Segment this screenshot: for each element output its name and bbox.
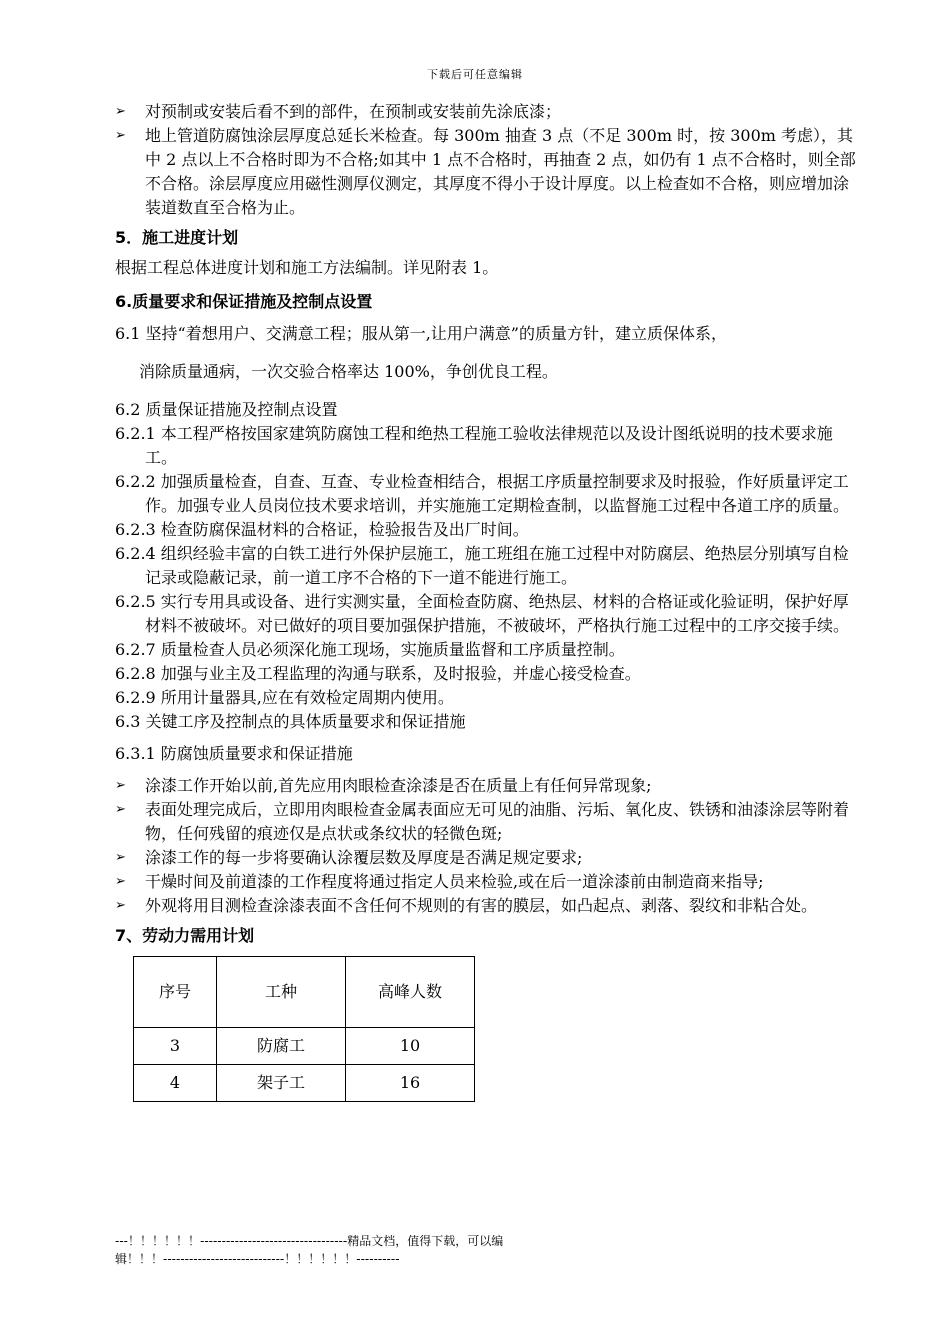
bullet-item: [115, 774, 860, 798]
arrow-bullet-icon: ➢: [115, 128, 126, 143]
table-header-cell: 序号: [134, 957, 217, 1028]
para-6-1-line2: 消除质量通病，一次交验合格率达 100%，争创优良工程。: [139, 362, 558, 381]
table-header-row: [134, 957, 475, 1028]
item-6-2-5: 6.2.5 实行专用具或设备、进行实测实量，全面检查防腐、绝热层、材料的合格证或化验证明，保护好厚材料不被破坏。对已做好的项目要加强保护措施，不被破坏，严格执行施工过程中的工序交接手续。: [115, 592, 850, 635]
section-5-text: 根据工程总体进度计划和施工方法编制。详见附表 1。: [115, 258, 499, 277]
bullet-text: 涂漆工作开始以前,首先应用肉眼检查涂漆是否在质量上有任何异常现象;: [145, 776, 652, 795]
item-6-2-1: 6.2.1 本工程严格按国家建筑防腐蚀工程和绝热工程施工验收法律规范以及设计图纸说明的技术要求施工。: [115, 424, 833, 467]
bullet-text: 对预制或安装后看不到的部件，在预制或安装前先涂底漆；: [145, 102, 562, 121]
bullet-text: 涂漆工作的每一步将要确认涂覆层数及厚度是否满足规定要求;: [145, 848, 583, 867]
footer-line: ---！！！！！！----------------------------------精品文档，值得下载，可以编: [115, 1234, 504, 1248]
para-6-3-1: 6.3.1 防腐蚀质量要求和保证措施: [115, 744, 353, 763]
bullet-text: 表面处理完成后，立即用肉眼检查金属表面应无可见的油脂、污垢、氧化皮、铁锈和油漆涂层等附着物，任何残留的痕迹仅是点状或条纹状的轻微色斑;: [145, 800, 850, 843]
arrow-bullet-icon: ➢: [115, 874, 126, 889]
document-body: [115, 100, 860, 1102]
table-row: [134, 1028, 475, 1065]
para-6-1-line1: 6.1 坚持“着想用户、交满意工程；服从第一,让用户满意”的质量方针，建立质保体系，: [115, 324, 727, 343]
item-6-2-7: 6.2.7 质量检查人员必须深化施工现场，实施质量监督和工序质量控制。: [115, 640, 625, 659]
item-6-2-4: 6.2.4 组织经验丰富的白铁工进行外保护层施工，施工班组在施工过程中对防腐层、绝热层分别填写自检记录或隐蔽记录，前一道工序不合格的下一道不能进行施工。: [115, 544, 849, 587]
bullet-item: [115, 846, 860, 870]
table-cell: 架子工: [217, 1065, 346, 1102]
table-cell: 4: [134, 1065, 217, 1102]
item-6-2-2: 6.2.2 加强质量检查，自查、互查、专业检查相结合，根据工序质量控制要求及时报验，作好质量评定工作。加强专业人员岗位技术要求培训，并实施施工定期检查制，以监督施工过程中各道工序的质量。: [115, 472, 850, 515]
footer-line: 辑！！！----------------------------！！！！！！----------: [115, 1252, 400, 1266]
table-row: [134, 1065, 475, 1102]
arrow-bullet-icon: ➢: [115, 104, 126, 119]
bullet-item: [115, 100, 860, 124]
bullet-item: [115, 870, 860, 894]
labor-table: [133, 956, 475, 1102]
section-5-title: 5．施工进度计划: [115, 228, 239, 247]
bullet-item: [115, 124, 860, 220]
bullet-text: 干燥时间及前道漆的工作程度将通过指定人员来检验,或在后一道涂漆前由制造商来指导;: [145, 872, 764, 891]
section-7-title: 7、劳动力需用计划: [115, 926, 255, 945]
arrow-bullet-icon: ➢: [115, 898, 126, 913]
page-header: 下载后可任意编辑: [427, 68, 523, 81]
bullet-text: 外观将用目测检查涂漆表面不含任何不规则的有害的膜层，如凸起点、剥落、裂纹和非粘合处。: [145, 896, 818, 915]
section-6-title: 6.质量要求和保证措施及控制点设置: [115, 292, 373, 311]
bullet-item: [115, 798, 860, 846]
bullet-item: [115, 894, 860, 918]
arrow-bullet-icon: ➢: [115, 802, 126, 817]
table-header-cell: 工种: [217, 957, 346, 1028]
table-cell: 3: [134, 1028, 217, 1065]
arrow-bullet-icon: ➢: [115, 850, 126, 865]
item-6-2-3: 6.2.3 检查防腐保温材料的合格证，检验报告及出厂时间。: [115, 520, 529, 539]
item-6-2-9: 6.2.9 所用计量器具,应在有效检定周期内使用。: [115, 688, 454, 707]
table-header-cell: 高峰人数: [346, 957, 475, 1028]
arrow-bullet-icon: ➢: [115, 778, 126, 793]
para-6-3: 6.3 关键工序及控制点的具体质量要求和保证措施: [115, 712, 466, 731]
table-cell: 防腐工: [217, 1028, 346, 1065]
page-footer: [115, 1232, 575, 1268]
para-6-2: 6.2 质量保证措施及控制点设置: [115, 400, 338, 419]
table-cell: 10: [346, 1028, 475, 1065]
bullet-text: 地上管道防腐蚀涂层厚度总延长米检查。每 300m 抽查 3 点（不足 300m 时，按 300m 考虑），其中 2 点以上不合格时即为不合格;如其中 1 点不合格时，再抽查 2 点，如仍有 1 点不合格时，则全部不合格。涂层厚度应用磁性测厚仪测定，其厚度不得小于设计厚度。以上检查如不合格，则应增加涂装道数直至合格为止。: [145, 126, 856, 217]
table-cell: 16: [346, 1065, 475, 1102]
item-6-2-8: 6.2.8 加强与业主及工程监理的沟通与联系，及时报验，并虚心接受检查。: [115, 664, 641, 683]
